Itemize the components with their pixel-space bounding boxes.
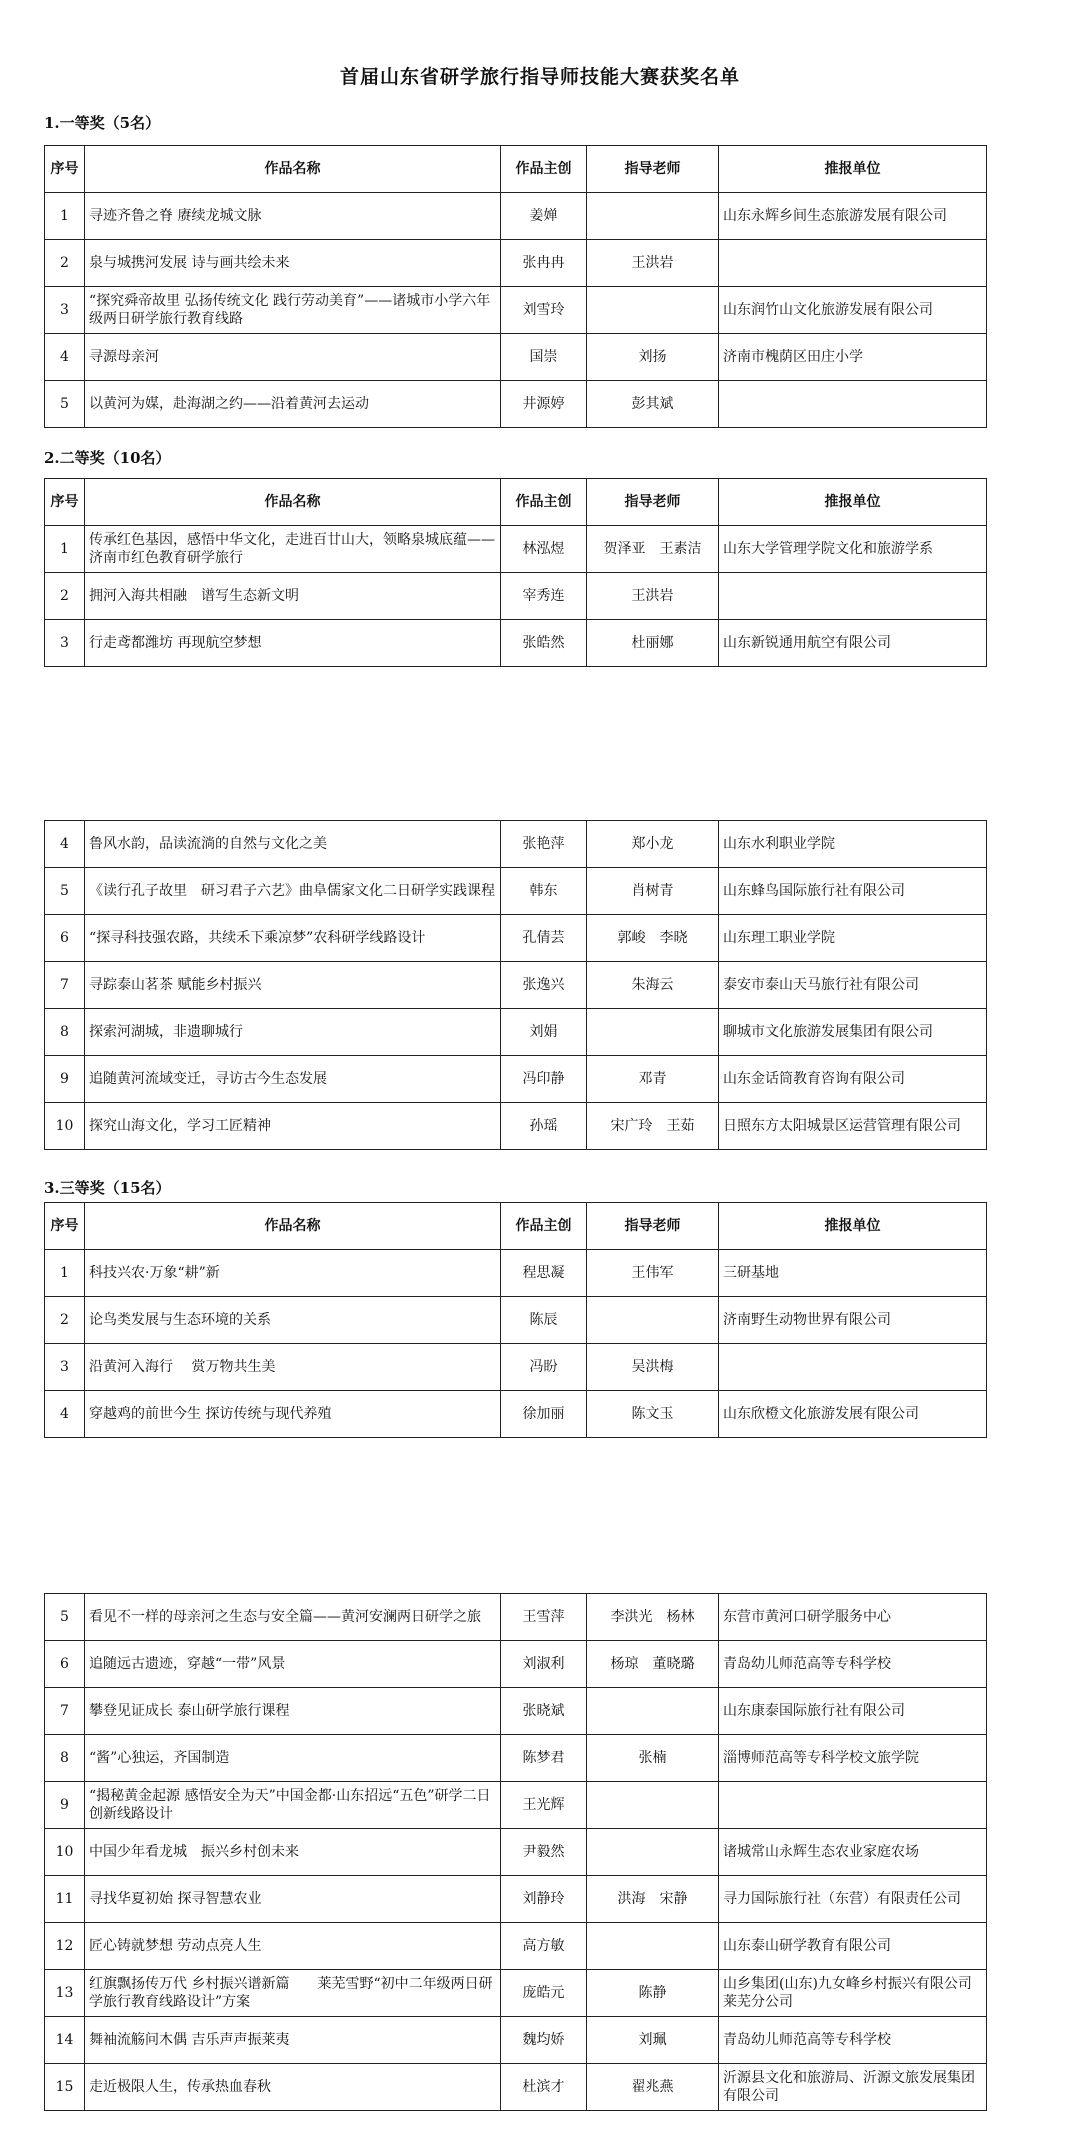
cell-work: 匠心铸就梦想 劳动点亮人生 xyxy=(85,1923,501,1970)
cell-author: 刘娟 xyxy=(501,1009,587,1056)
table-header-row xyxy=(45,146,987,193)
cell-teacher xyxy=(587,1829,719,1876)
cell-teacher: 王洪岩 xyxy=(587,573,719,620)
table-row xyxy=(45,1970,987,2017)
cell-teacher: 杨琼 董晓璐 xyxy=(587,1641,719,1688)
cell-unit: 山东永辉乡间生态旅游发展有限公司 xyxy=(719,193,987,240)
column-header: 指导老师 xyxy=(587,1203,719,1250)
table-row xyxy=(45,821,987,868)
cell-teacher: 洪海 宋静 xyxy=(587,1876,719,1923)
cell-author: 刘静玲 xyxy=(501,1876,587,1923)
column-header: 推报单位 xyxy=(719,146,987,193)
cell-no: 3 xyxy=(45,620,85,667)
column-header: 指导老师 xyxy=(587,146,719,193)
cell-work: “揭秘黄金起源 感悟安全为天”中国金都·山东招远“五色”研学二日创新线路设计 xyxy=(85,1782,501,1829)
cell-author: 陈梦君 xyxy=(501,1735,587,1782)
cell-unit: 沂源县文化和旅游局、沂源文旅发展集团有限公司 xyxy=(719,2064,987,2111)
cell-author: 张艳萍 xyxy=(501,821,587,868)
table-row xyxy=(45,915,987,962)
cell-teacher xyxy=(587,1009,719,1056)
cell-no: 6 xyxy=(45,1641,85,1688)
table-row xyxy=(45,868,987,915)
cell-unit: 山东泰山研学教育有限公司 xyxy=(719,1923,987,1970)
cell-unit: 济南市槐荫区田庄小学 xyxy=(719,334,987,381)
cell-teacher: 宋广玲 王茹 xyxy=(587,1103,719,1150)
table-row xyxy=(45,1876,987,1923)
cell-author: 魏均娇 xyxy=(501,2017,587,2064)
cell-author: 张皓然 xyxy=(501,620,587,667)
cell-unit: 山东康泰国际旅行社有限公司 xyxy=(719,1688,987,1735)
cell-author: 姜婵 xyxy=(501,193,587,240)
section-heading: 2.二等奖（10名） xyxy=(44,449,171,467)
cell-author: 井源婷 xyxy=(501,381,587,428)
table-row xyxy=(45,1297,987,1344)
section-heading: 1.一等奖（5名） xyxy=(44,114,161,132)
cell-no: 10 xyxy=(45,1103,85,1150)
cell-no: 6 xyxy=(45,915,85,962)
cell-unit: 山东新锐通用航空有限公司 xyxy=(719,620,987,667)
cell-teacher: 贺泽亚 王素洁 xyxy=(587,526,719,573)
column-header: 作品主创 xyxy=(501,1203,587,1250)
cell-no: 12 xyxy=(45,1923,85,1970)
cell-work: 以黄河为媒，赴海湖之约——沿着黄河去运动 xyxy=(85,381,501,428)
cell-work: 科技兴农·万象“耕”新 xyxy=(85,1250,501,1297)
cell-no: 2 xyxy=(45,240,85,287)
cell-work: 《读行孔子故里 研习君子六艺》曲阜儒家文化二日研学实践课程 xyxy=(85,868,501,915)
cell-teacher xyxy=(587,1782,719,1829)
cell-author: 林泓煜 xyxy=(501,526,587,573)
cell-teacher xyxy=(587,287,719,334)
column-header: 作品名称 xyxy=(85,1203,501,1250)
cell-work: 泉与城携河发展 诗与画共绘未来 xyxy=(85,240,501,287)
cell-no: 1 xyxy=(45,193,85,240)
cell-unit: 山东润竹山文化旅游发展有限公司 xyxy=(719,287,987,334)
cell-no: 4 xyxy=(45,334,85,381)
award-table xyxy=(44,145,987,428)
cell-work: 寻踪泰山茗茶 赋能乡村振兴 xyxy=(85,962,501,1009)
cell-teacher: 郑小龙 xyxy=(587,821,719,868)
table-row xyxy=(45,2017,987,2064)
cell-unit: 聊城市文化旅游发展集团有限公司 xyxy=(719,1009,987,1056)
cell-no: 2 xyxy=(45,573,85,620)
cell-teacher xyxy=(587,1923,719,1970)
table-row xyxy=(45,1641,987,1688)
cell-teacher: 刘扬 xyxy=(587,334,719,381)
cell-author: 王雪萍 xyxy=(501,1594,587,1641)
table-header-row xyxy=(45,1203,987,1250)
column-header: 作品主创 xyxy=(501,479,587,526)
cell-teacher: 王洪岩 xyxy=(587,240,719,287)
table-row xyxy=(45,1103,987,1150)
cell-work: 穿越鸡的前世今生 探访传统与现代养殖 xyxy=(85,1391,501,1438)
column-header: 指导老师 xyxy=(587,479,719,526)
column-header: 推报单位 xyxy=(719,1203,987,1250)
cell-no: 8 xyxy=(45,1735,85,1782)
page-title: 首届山东省研学旅行指导师技能大赛获奖名单 xyxy=(339,66,740,88)
cell-work: 鲁风水韵，品读流淌的自然与文化之美 xyxy=(85,821,501,868)
cell-no: 14 xyxy=(45,2017,85,2064)
cell-work: 中国少年看龙城 振兴乡村创未来 xyxy=(85,1829,501,1876)
cell-unit: 寻力国际旅行社（东营）有限责任公司 xyxy=(719,1876,987,1923)
cell-author: 张晓斌 xyxy=(501,1688,587,1735)
cell-author: 张冉冉 xyxy=(501,240,587,287)
table-row xyxy=(45,240,987,287)
table-row xyxy=(45,1688,987,1735)
table-row xyxy=(45,1782,987,1829)
cell-teacher: 翟兆燕 xyxy=(587,2064,719,2111)
cell-unit xyxy=(719,240,987,287)
cell-author: 程思凝 xyxy=(501,1250,587,1297)
table-row xyxy=(45,573,987,620)
cell-unit: 三研基地 xyxy=(719,1250,987,1297)
cell-unit: 泰安市泰山天马旅行社有限公司 xyxy=(719,962,987,1009)
cell-no: 15 xyxy=(45,2064,85,2111)
column-header: 序号 xyxy=(45,146,85,193)
cell-no: 7 xyxy=(45,962,85,1009)
table-row xyxy=(45,1250,987,1297)
cell-no: 3 xyxy=(45,1344,85,1391)
cell-author: 杜滨才 xyxy=(501,2064,587,2111)
table-row xyxy=(45,381,987,428)
cell-author: 王光辉 xyxy=(501,1782,587,1829)
cell-teacher: 朱海云 xyxy=(587,962,719,1009)
cell-work: 看见不一样的母亲河之生态与安全篇——黄河安澜两日研学之旅 xyxy=(85,1594,501,1641)
cell-work: 走近极限人生，传承热血春秋 xyxy=(85,2064,501,2111)
table-row xyxy=(45,1009,987,1056)
cell-unit xyxy=(719,573,987,620)
cell-unit: 济南野生动物世界有限公司 xyxy=(719,1297,987,1344)
cell-teacher: 邓青 xyxy=(587,1056,719,1103)
column-header: 作品名称 xyxy=(85,146,501,193)
section-heading: 3.三等奖（15名） xyxy=(44,1179,171,1197)
cell-unit: 山东蜂鸟国际旅行社有限公司 xyxy=(719,868,987,915)
table-row xyxy=(45,620,987,667)
cell-no: 3 xyxy=(45,287,85,334)
table-row xyxy=(45,1829,987,1876)
table-row xyxy=(45,287,987,334)
cell-no: 5 xyxy=(45,868,85,915)
table-row xyxy=(45,1923,987,1970)
cell-unit: 日照东方太阳城景区运营管理有限公司 xyxy=(719,1103,987,1150)
table-row xyxy=(45,1594,987,1641)
cell-unit xyxy=(719,381,987,428)
cell-unit xyxy=(719,1344,987,1391)
cell-author: 刘淑利 xyxy=(501,1641,587,1688)
cell-work: “探究舜帝故里 弘扬传统文化 践行劳动美育”——诸城市小学六年级两日研学旅行教育线路 xyxy=(85,287,501,334)
cell-author: 国崇 xyxy=(501,334,587,381)
cell-unit: 山乡集团(山东)九女峰乡村振兴有限公司莱芜分公司 xyxy=(719,1970,987,2017)
cell-work: 传承红色基因，感悟中华文化，走进百廿山大，领略泉城底蕴——济南市红色教育研学旅行 xyxy=(85,526,501,573)
cell-work: 追随远古遗迹，穿越“一带”风景 xyxy=(85,1641,501,1688)
column-header: 序号 xyxy=(45,479,85,526)
cell-teacher: 杜丽娜 xyxy=(587,620,719,667)
cell-teacher: 彭其斌 xyxy=(587,381,719,428)
cell-author: 尹毅然 xyxy=(501,1829,587,1876)
cell-unit: 山东欣橙文化旅游发展有限公司 xyxy=(719,1391,987,1438)
cell-work: 舞袖流觞问木偶 吉乐声声振莱夷 xyxy=(85,2017,501,2064)
cell-teacher: 陈静 xyxy=(587,1970,719,2017)
cell-author: 冯印静 xyxy=(501,1056,587,1103)
cell-teacher: 郭峻 李晓 xyxy=(587,915,719,962)
cell-no: 1 xyxy=(45,1250,85,1297)
cell-work: 拥河入海共相融 谱写生态新文明 xyxy=(85,573,501,620)
award-table xyxy=(44,1202,987,1438)
cell-no: 10 xyxy=(45,1829,85,1876)
cell-teacher: 张楠 xyxy=(587,1735,719,1782)
cell-unit: 山东理工职业学院 xyxy=(719,915,987,962)
cell-work: 寻源母亲河 xyxy=(85,334,501,381)
cell-unit: 青岛幼儿师范高等专科学校 xyxy=(719,1641,987,1688)
cell-teacher: 陈文玉 xyxy=(587,1391,719,1438)
cell-author: 韩东 xyxy=(501,868,587,915)
cell-no: 5 xyxy=(45,1594,85,1641)
table-row xyxy=(45,1391,987,1438)
cell-unit: 淄博师范高等专科学校文旅学院 xyxy=(719,1735,987,1782)
column-header: 作品名称 xyxy=(85,479,501,526)
award-table xyxy=(44,478,987,667)
cell-no: 11 xyxy=(45,1876,85,1923)
cell-author: 庞皓元 xyxy=(501,1970,587,2017)
award-table xyxy=(44,820,987,1150)
table-row xyxy=(45,334,987,381)
cell-work: 探索河湖城，非遗聊城行 xyxy=(85,1009,501,1056)
cell-no: 9 xyxy=(45,1056,85,1103)
cell-work: “探寻科技强农路，共续禾下乘凉梦”农科研学线路设计 xyxy=(85,915,501,962)
award-table xyxy=(44,1593,987,2111)
cell-author: 宰秀连 xyxy=(501,573,587,620)
cell-unit: 东营市黄河口研学服务中心 xyxy=(719,1594,987,1641)
cell-author: 冯盼 xyxy=(501,1344,587,1391)
cell-no: 2 xyxy=(45,1297,85,1344)
cell-unit: 山东大学管理学院文化和旅游学系 xyxy=(719,526,987,573)
cell-no: 7 xyxy=(45,1688,85,1735)
cell-no: 9 xyxy=(45,1782,85,1829)
table-row xyxy=(45,2064,987,2111)
cell-work: 论鸟类发展与生态环境的关系 xyxy=(85,1297,501,1344)
cell-author: 徐加丽 xyxy=(501,1391,587,1438)
cell-author: 高方敏 xyxy=(501,1923,587,1970)
cell-author: 刘雪玲 xyxy=(501,287,587,334)
table-row xyxy=(45,1735,987,1782)
cell-no: 5 xyxy=(45,381,85,428)
cell-teacher xyxy=(587,1688,719,1735)
cell-work: 寻找华夏初始 探寻智慧农业 xyxy=(85,1876,501,1923)
cell-teacher xyxy=(587,1297,719,1344)
cell-teacher: 李洪光 杨林 xyxy=(587,1594,719,1641)
cell-no: 13 xyxy=(45,1970,85,2017)
cell-author: 孙瑶 xyxy=(501,1103,587,1150)
cell-work: 寻迹齐鲁之脊 赓续龙城文脉 xyxy=(85,193,501,240)
table-row xyxy=(45,1344,987,1391)
cell-no: 4 xyxy=(45,821,85,868)
table-row xyxy=(45,962,987,1009)
cell-no: 1 xyxy=(45,526,85,573)
cell-teacher: 吴洪梅 xyxy=(587,1344,719,1391)
table-row xyxy=(45,526,987,573)
cell-unit: 诸城常山永辉生态农业家庭农场 xyxy=(719,1829,987,1876)
cell-author: 陈辰 xyxy=(501,1297,587,1344)
cell-no: 8 xyxy=(45,1009,85,1056)
table-row xyxy=(45,1056,987,1103)
column-header: 推报单位 xyxy=(719,479,987,526)
cell-teacher xyxy=(587,193,719,240)
cell-teacher: 刘珮 xyxy=(587,2017,719,2064)
cell-unit: 山东水利职业学院 xyxy=(719,821,987,868)
cell-unit: 山东金话筒教育咨询有限公司 xyxy=(719,1056,987,1103)
table-row xyxy=(45,193,987,240)
column-header: 序号 xyxy=(45,1203,85,1250)
cell-teacher: 肖树青 xyxy=(587,868,719,915)
cell-author: 张逸兴 xyxy=(501,962,587,1009)
cell-work: 行走鸢都潍坊 再现航空梦想 xyxy=(85,620,501,667)
cell-work: 探究山海文化，学习工匠精神 xyxy=(85,1103,501,1150)
cell-work: 追随黄河流域变迁，寻访古今生态发展 xyxy=(85,1056,501,1103)
cell-author: 孔倩芸 xyxy=(501,915,587,962)
column-header: 作品主创 xyxy=(501,146,587,193)
cell-work: 攀登见证成长 泰山研学旅行课程 xyxy=(85,1688,501,1735)
cell-work: 沿黄河入海行 赏万物共生美 xyxy=(85,1344,501,1391)
table-header-row xyxy=(45,479,987,526)
cell-teacher: 王伟军 xyxy=(587,1250,719,1297)
cell-work: 红旗飘扬传万代 乡村振兴谱新篇 莱芜雪野“初中二年级两日研学旅行教育线路设计”方案 xyxy=(85,1970,501,2017)
cell-no: 4 xyxy=(45,1391,85,1438)
cell-unit: 青岛幼儿师范高等专科学校 xyxy=(719,2017,987,2064)
cell-unit xyxy=(719,1782,987,1829)
cell-work: “酱”心独运，齐国制造 xyxy=(85,1735,501,1782)
